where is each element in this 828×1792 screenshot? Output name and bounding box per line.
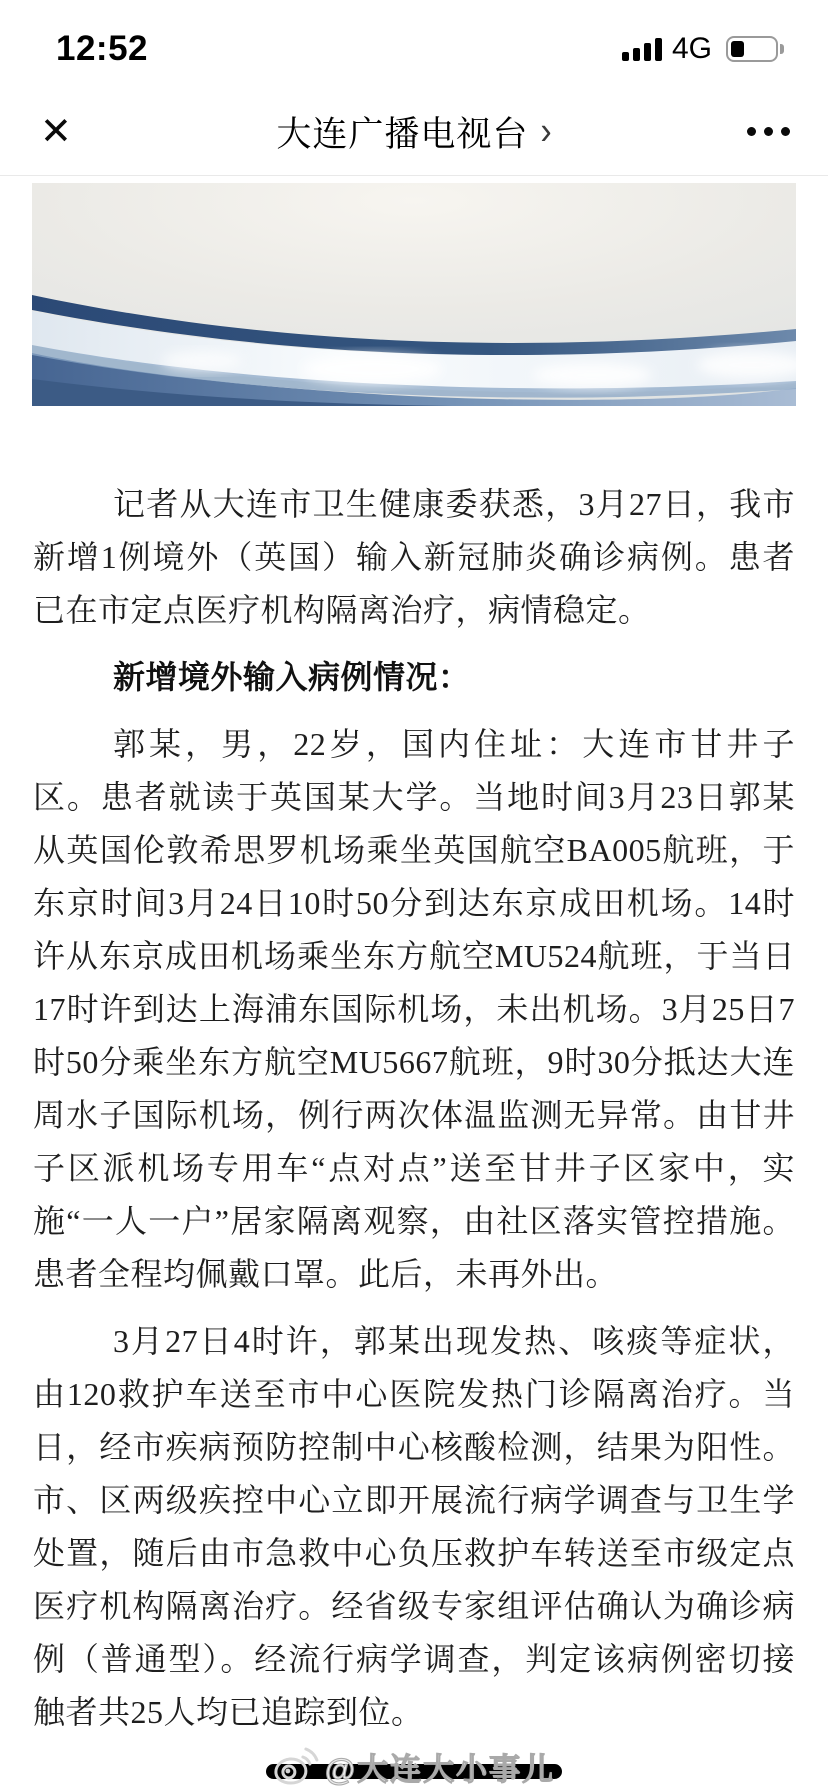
signal-strength-icon	[622, 37, 662, 61]
section-heading: 新增境外输入病例情况：	[113, 659, 471, 695]
navbar	[0, 88, 828, 176]
banner-graphic	[32, 183, 796, 406]
close-button[interactable]: ✕	[40, 111, 72, 153]
chevron-right-icon: ›	[540, 109, 552, 153]
status-indicators	[622, 32, 778, 66]
article-paragraph: 3月27日4时许，郭某出现发热、咳痰等症状，由120救护车送至市中心医院发热门诊隔离治疗。当日，经市疾病预防控制中心核酸检测，结果为阳性。市、区两级疾控中心立即开展流行病学调查与卫生学处置，随后由市急救中心负压救护车转送至市级定点医疗机构隔离治疗。经省级专家组评估确认为确诊病例（普通型）。经流行病学调查，判定该病例密切接触者共25人均已追踪到位。	[33, 1323, 795, 1730]
status-bar	[0, 0, 828, 88]
article-paragraph: 郭某，男，22岁，国内住址：大连市甘井子区。患者就读于英国某大学。当地时间3月23日郭某从英国伦敦希思罗机场乘坐英国航空BA005航班，于东京时间3月24日10时50分到达东京成田机场。14时许从东京成田机场乘坐东方航空MU524航班，于当日17时许到达上海浦东国际机场，未出机场。3月25日7时50分乘坐东方航空MU5667航班，9时30分抵达大连周水子国际机场，例行两次体温监测无异常。由甘井子区派机场专用车“点对点”送至甘井子区家中，实施“一人一户”居家隔离观察，由社区落实管控措施。患者全程均佩戴口罩。此后，未再外出。	[33, 726, 795, 1292]
article-banner-image	[32, 183, 796, 406]
network-type-label: 4G	[671, 32, 712, 65]
watermark-text: @大连大小事儿	[324, 1752, 556, 1787]
more-options-button[interactable]	[747, 88, 790, 175]
home-indicator-bar[interactable]	[266, 1764, 562, 1779]
account-title-link[interactable]	[276, 107, 551, 157]
clock: 12:52	[56, 29, 149, 68]
article-paragraph: 记者从大连市卫生健康委获悉，3月27日，我市新增1例境外（英国）输入新冠肺炎确诊病例。患者已在市定点医疗机构隔离治疗，病情稳定。	[33, 486, 795, 628]
battery-icon	[726, 36, 778, 62]
page-title: 大连广播电视台	[276, 114, 529, 154]
article-body	[0, 406, 828, 1753]
